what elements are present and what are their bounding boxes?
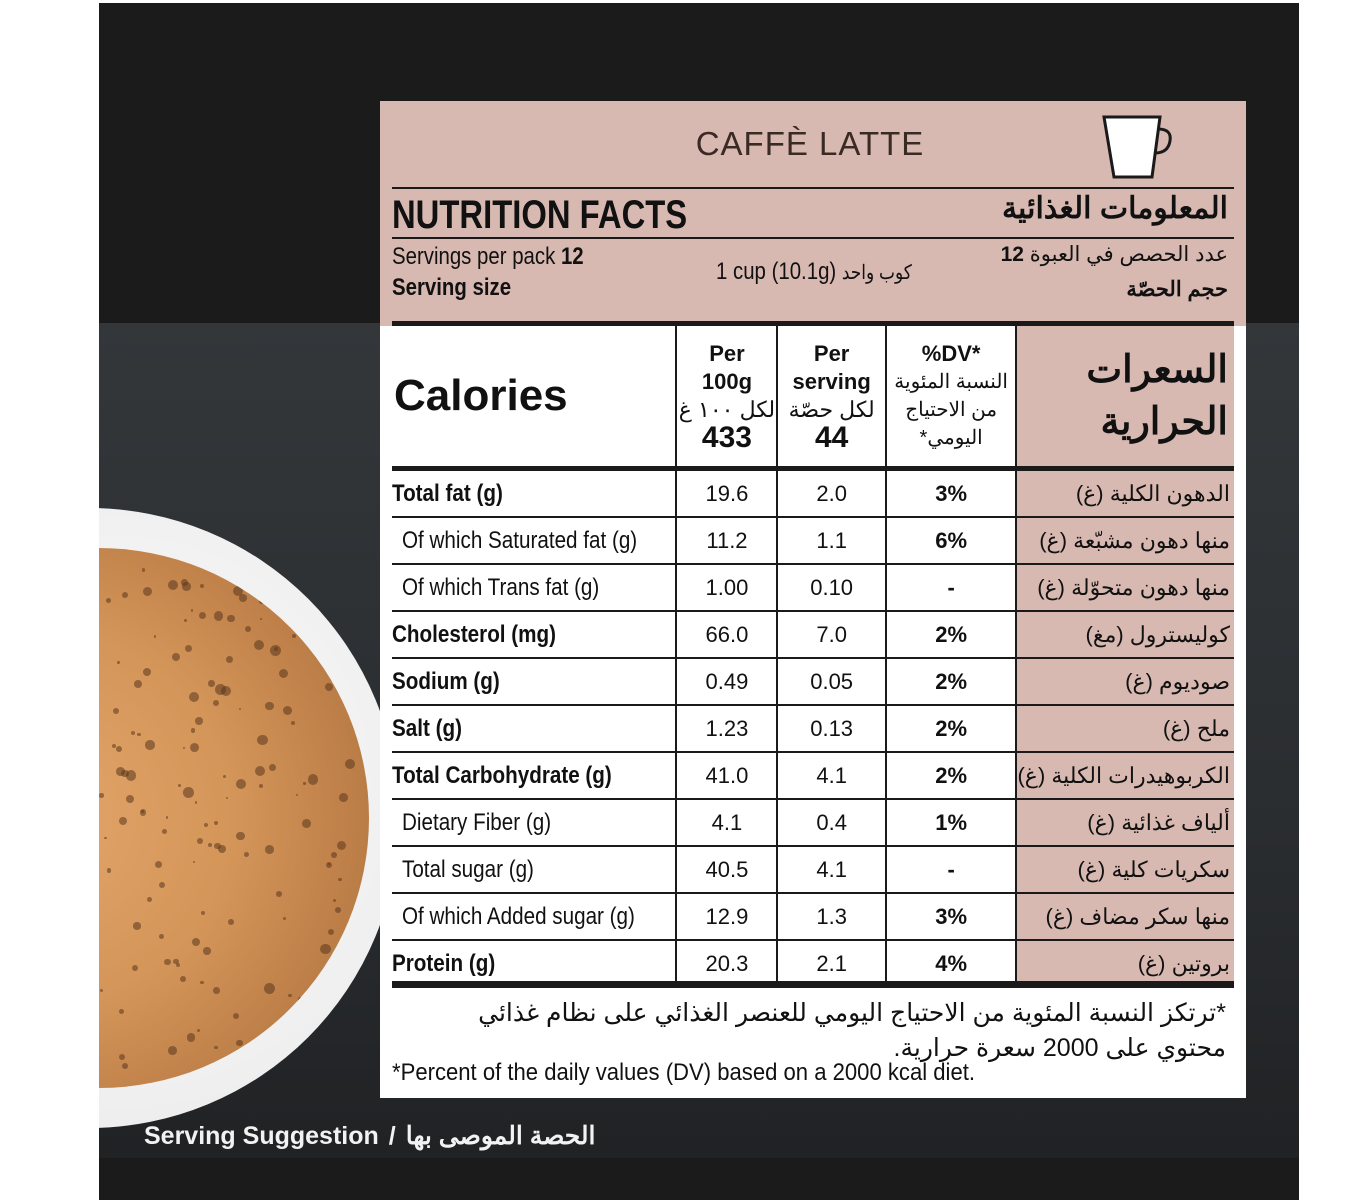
calories-heading-ar: السعرات الحرارية xyxy=(1016,326,1234,469)
foam-bubble xyxy=(296,794,298,796)
foam-bubble xyxy=(166,816,169,819)
per-100g-value: 66.0 xyxy=(676,611,777,658)
nutrition-label xyxy=(380,101,1246,1098)
foam-bubble xyxy=(335,907,341,913)
dv-value: 2% xyxy=(886,752,1017,799)
serving-size-amount-ar: كوب واحد xyxy=(841,262,912,284)
foam-bubble xyxy=(214,843,220,849)
per-serving-value: 2.0 xyxy=(777,469,885,518)
foam-bubble xyxy=(119,1009,124,1014)
foam-bubble xyxy=(191,728,195,732)
cup-icon xyxy=(1100,111,1180,183)
serving-suggestion-en: Serving Suggestion xyxy=(144,1122,379,1150)
per-serving-value: 0.10 xyxy=(777,564,885,611)
table-row xyxy=(392,846,1234,893)
foam-bubble xyxy=(183,747,185,749)
table-row xyxy=(392,752,1234,799)
foam-bubble xyxy=(176,963,180,967)
dv-value: 2% xyxy=(886,611,1017,658)
per-serving-value: 1.3 xyxy=(777,893,885,940)
per-serving-value: 7.0 xyxy=(777,611,885,658)
foam-bubble xyxy=(214,611,224,621)
per-serving-value: 2.1 xyxy=(777,940,885,987)
table-row xyxy=(392,893,1234,940)
per-serving-value: 0.4 xyxy=(777,799,885,846)
per-serving-value: 0.05 xyxy=(777,658,885,705)
per-serving-label: Per serving xyxy=(792,341,871,394)
nutrient-name xyxy=(392,469,676,518)
foam-bubble xyxy=(214,821,218,825)
serving-suggestion-caption xyxy=(144,1120,596,1152)
foam-bubble xyxy=(288,994,291,997)
foam-bubble xyxy=(122,1063,128,1069)
foam-bubble xyxy=(119,817,127,825)
foam-bubble xyxy=(164,959,170,965)
nutrient-name-text: Sodium (g) xyxy=(392,667,500,695)
per-serving-value: 0.13 xyxy=(777,705,885,752)
calories-heading: Calories xyxy=(392,326,676,469)
foam-bubble xyxy=(303,782,305,784)
table-row xyxy=(392,564,1234,611)
foam-bubble xyxy=(233,1013,239,1019)
foam-bubble xyxy=(283,575,291,583)
foam-bubble xyxy=(260,618,262,620)
foam-bubble xyxy=(145,740,154,749)
foam-bubble xyxy=(182,582,191,591)
foam-bubble xyxy=(291,721,295,725)
nutrient-name-text: Cholesterol (mg) xyxy=(392,620,556,648)
dv-value: - xyxy=(886,564,1017,611)
servings-per-pack xyxy=(392,243,584,271)
foam-bubble xyxy=(168,1046,177,1055)
table-header-row xyxy=(392,326,1234,469)
per-100g-value: 0.49 xyxy=(676,658,777,705)
foam-bubble xyxy=(213,700,219,706)
per-100g-label: Per 100g xyxy=(701,341,753,394)
nutrient-name-text: Total Carbohydrate (g) xyxy=(392,761,612,789)
foam-bubble xyxy=(333,899,336,902)
per-100g-value: 19.6 xyxy=(676,469,777,518)
foam-bubble xyxy=(203,947,210,954)
foam-bubble xyxy=(245,626,251,632)
foam-bubble xyxy=(227,615,235,623)
foam-bubble xyxy=(265,702,273,710)
foam-bubble xyxy=(214,1046,217,1049)
nutrient-name xyxy=(392,517,676,564)
foam-bubble xyxy=(192,938,200,946)
table-row xyxy=(392,940,1234,987)
foam-bubble xyxy=(254,640,265,651)
serving-size-label-ar: حجم الحصّة xyxy=(1126,278,1228,301)
foam-bubble xyxy=(183,787,194,798)
per-100g-value: 1.23 xyxy=(676,705,777,752)
nutrient-name-text: Of which Trans fat (g) xyxy=(402,573,600,601)
foam-bubble xyxy=(326,862,332,868)
nutrient-name xyxy=(392,564,676,611)
foam-bubble xyxy=(324,622,330,628)
foam-bubble xyxy=(349,1005,357,1013)
panel-bottom-band xyxy=(99,1158,1299,1200)
foam-bubble xyxy=(340,687,343,690)
foam-bubble xyxy=(221,686,231,696)
foam-bubble xyxy=(264,983,275,994)
product-title: CAFFÈ LATTE xyxy=(695,125,925,162)
nutrition-facts-title: NUTRITION FACTS xyxy=(392,193,688,237)
servings-per-pack-ar xyxy=(1001,242,1228,267)
foam-bubble xyxy=(204,823,208,827)
foam-bubble xyxy=(195,717,203,725)
nutrient-name xyxy=(392,611,676,658)
foam-bubble xyxy=(106,598,111,603)
foam-bubble xyxy=(302,819,311,828)
foam-bubble xyxy=(283,706,292,715)
nutrient-name xyxy=(392,705,676,752)
foam-bubble xyxy=(298,997,302,1001)
dv-value: 2% xyxy=(886,705,1017,752)
foam-bubble xyxy=(143,587,152,596)
foam-bubble xyxy=(154,635,157,638)
servings-value: 12 xyxy=(560,243,584,270)
dv-value: - xyxy=(886,846,1017,893)
foam-bubble xyxy=(119,1054,125,1060)
foam-bubble xyxy=(122,592,128,598)
foam-bubble xyxy=(337,841,346,850)
per-100g-value: 40.5 xyxy=(676,846,777,893)
per-100g-calories: 433 xyxy=(701,421,752,454)
foam-bubble xyxy=(193,861,195,863)
foam-bubble xyxy=(320,944,331,955)
foam-bubble xyxy=(134,680,142,688)
foam-bubble xyxy=(331,852,337,858)
nutrient-name xyxy=(392,658,676,705)
foam-bubble xyxy=(208,680,214,686)
per-100g-value: 41.0 xyxy=(676,752,777,799)
table-row xyxy=(392,611,1234,658)
foam-bubble xyxy=(185,645,192,652)
per-serving-calories: 44 xyxy=(814,421,849,454)
foam-bubble xyxy=(223,775,226,778)
foam-bubble xyxy=(239,708,241,710)
nutrient-name-text: Of which Saturated fat (g) xyxy=(402,526,638,554)
foam-bubble xyxy=(200,981,203,984)
serving-size-value xyxy=(716,258,912,286)
footnote-ar: *ترتكز النسبة المئوية من الاحتياج اليومي للعنصر الغذائي على نظام غذائي محتوي على 2000 سعرة حرارية. xyxy=(478,999,1226,1062)
table-bottom-rule xyxy=(392,981,1234,986)
foam-bubble xyxy=(147,897,153,903)
foam-bubble xyxy=(132,965,138,971)
foam-bubble xyxy=(236,832,245,841)
dv-label: %DV* xyxy=(921,341,981,366)
nutrient-name-text: Of which Added sugar (g) xyxy=(402,902,635,930)
per-100g-value: 20.3 xyxy=(676,940,777,987)
foam-bubble xyxy=(338,878,341,881)
nutrient-name-text: Salt (g) xyxy=(392,714,462,742)
foam-bubble xyxy=(257,735,268,746)
foam-bubble xyxy=(236,779,246,789)
foam-bubble xyxy=(117,661,120,664)
nutrient-rows xyxy=(392,469,1234,988)
header-rule-top xyxy=(392,187,1234,189)
per-100g-column xyxy=(676,326,777,469)
per-100g-value: 11.2 xyxy=(676,517,777,564)
nutrient-name-ar: منها دهون مشبّعة (غ) xyxy=(1016,517,1234,564)
per-100g-value: 1.00 xyxy=(676,564,777,611)
foam-bubble xyxy=(228,919,234,925)
dv-column xyxy=(886,326,1017,469)
dv-value: 6% xyxy=(886,517,1017,564)
foam-bubble xyxy=(131,731,135,735)
foam-bubble xyxy=(226,656,233,663)
per-100g-label-ar: لكل ١٠٠ غ xyxy=(678,397,776,422)
nutrient-name-text: Total sugar (g) xyxy=(402,855,534,883)
foam-bubble xyxy=(99,793,104,798)
foam-bubble xyxy=(339,793,348,802)
foam-bubble xyxy=(126,795,135,804)
serving-size-amount: 1 cup (10.1g) xyxy=(716,258,837,285)
nutrient-name-text: Protein (g) xyxy=(392,949,496,977)
foam-bubble xyxy=(195,801,197,803)
foam-bubble xyxy=(269,764,276,771)
foam-bubble xyxy=(213,987,219,993)
dv-value: 2% xyxy=(886,658,1017,705)
foam-bubble xyxy=(276,891,282,897)
nutrient-name-ar: ملح (غ) xyxy=(1016,705,1234,752)
foam-bubble xyxy=(265,845,274,854)
foam-bubble xyxy=(318,641,327,650)
servings-label: Servings per pack xyxy=(392,243,556,270)
nutrition-facts-title-ar: المعلومات الغذائية xyxy=(1001,192,1228,225)
foam-bubble xyxy=(345,759,355,769)
table-row xyxy=(392,517,1234,564)
foam-bubble xyxy=(201,911,205,915)
foam-bubble xyxy=(137,733,140,736)
foam-bubble xyxy=(244,852,249,857)
per-100g-value: 4.1 xyxy=(676,799,777,846)
foam-bubble xyxy=(239,594,247,602)
foam-bubble xyxy=(259,784,263,788)
foam-bubble xyxy=(187,1033,196,1042)
nutrient-name xyxy=(392,799,676,846)
foam-bubble xyxy=(159,934,164,939)
nutrient-name xyxy=(392,752,676,799)
foam-bubble xyxy=(200,584,204,588)
foam-bubble xyxy=(255,766,265,776)
foam-bubble xyxy=(236,1040,243,1047)
nutrient-name-ar: الكربوهيدرات الكلية (غ) xyxy=(1016,752,1234,799)
foam-bubble xyxy=(168,580,178,590)
foam-bubble xyxy=(226,797,228,799)
nutrient-name xyxy=(392,893,676,940)
foam-bubble xyxy=(199,612,206,619)
nutrient-name-ar: ألياف غذائية (غ) xyxy=(1016,799,1234,846)
foam-bubble xyxy=(270,645,281,656)
foam-bubble xyxy=(208,843,212,847)
servings-value-ar: 12 xyxy=(1000,243,1024,266)
dv-value: 1% xyxy=(886,799,1017,846)
foam-bubble xyxy=(325,683,333,691)
dv-label-ar: النسبة المئوية من الاحتياج اليومي* xyxy=(894,371,1008,449)
dv-value: 4% xyxy=(886,940,1017,987)
nutrient-name-text: Dietary Fiber (g) xyxy=(402,808,552,836)
foam-bubble xyxy=(279,669,288,678)
foam-bubble xyxy=(143,668,151,676)
foam-bubble xyxy=(100,989,104,993)
foam-bubble xyxy=(308,774,319,785)
servings-label-ar: عدد الحصص في العبوة xyxy=(1029,243,1228,266)
foam-bubble xyxy=(162,829,167,834)
foam-bubble xyxy=(155,861,162,868)
serving-size-label: Serving size xyxy=(392,274,512,301)
foam-bubble xyxy=(104,837,107,840)
foam-bubble xyxy=(259,599,264,604)
per-100g-value: 12.9 xyxy=(676,893,777,940)
serving-suggestion-ar: الحصة الموصى بها xyxy=(405,1122,596,1150)
foam-bubble xyxy=(107,868,112,873)
nutrient-name-ar: منها دهون متحوّلة (غ) xyxy=(1016,564,1234,611)
per-serving-value: 4.1 xyxy=(777,752,885,799)
dv-value: 3% xyxy=(886,469,1017,518)
foam-bubble xyxy=(189,692,199,702)
foam-bubble xyxy=(328,929,334,935)
foam-bubble xyxy=(184,619,187,622)
nutrient-name-ar: كوليسترول (مغ) xyxy=(1016,611,1234,658)
table-row xyxy=(392,469,1234,518)
foam-bubble xyxy=(159,882,165,888)
nutrient-name-ar: بروتين (غ) xyxy=(1016,940,1234,987)
foam-bubble xyxy=(292,634,296,638)
serving-suggestion-separator: / xyxy=(388,1122,396,1150)
foam-bubble xyxy=(190,743,199,752)
header-rule-mid xyxy=(392,237,1234,239)
nutrient-name-ar: سكريات كلية (غ) xyxy=(1016,846,1234,893)
foam-bubble xyxy=(116,746,122,752)
foam-bubble xyxy=(142,568,145,571)
foam-bubble xyxy=(180,976,186,982)
foam-bubble xyxy=(197,838,203,844)
foam-bubble xyxy=(140,809,146,815)
foam-bubble xyxy=(191,609,194,612)
nutrient-name-text: Total fat (g) xyxy=(392,479,503,507)
foam-bubble xyxy=(113,708,119,714)
foam-bubble xyxy=(283,917,286,920)
foam-bubble xyxy=(197,1029,200,1032)
table-row xyxy=(392,799,1234,846)
per-serving-value: 1.1 xyxy=(777,517,885,564)
table-row xyxy=(392,705,1234,752)
per-serving-column xyxy=(777,326,885,469)
nutrition-table xyxy=(392,326,1234,988)
table-row xyxy=(392,658,1234,705)
per-serving-value: 4.1 xyxy=(777,846,885,893)
foam-bubble xyxy=(178,784,181,787)
foam-bubble xyxy=(126,770,136,780)
nutrient-name-ar: منها سكر مضاف (غ) xyxy=(1016,893,1234,940)
nutrient-name-ar: صوديوم (غ) xyxy=(1016,658,1234,705)
foam-bubble xyxy=(133,922,140,929)
per-serving-label-ar: لكل حصّة xyxy=(788,397,875,422)
footnote-en: *Percent of the daily values (DV) based on a 2000 kcal diet. xyxy=(392,1059,976,1086)
dv-value: 3% xyxy=(886,893,1017,940)
foam-bubble xyxy=(172,653,180,661)
nutrient-name-ar: الدهون الكلية (غ) xyxy=(1016,469,1234,518)
nutrient-name xyxy=(392,846,676,893)
foam-bubble xyxy=(116,767,125,776)
nutrient-name xyxy=(392,940,676,987)
foam-bubble xyxy=(337,578,344,585)
